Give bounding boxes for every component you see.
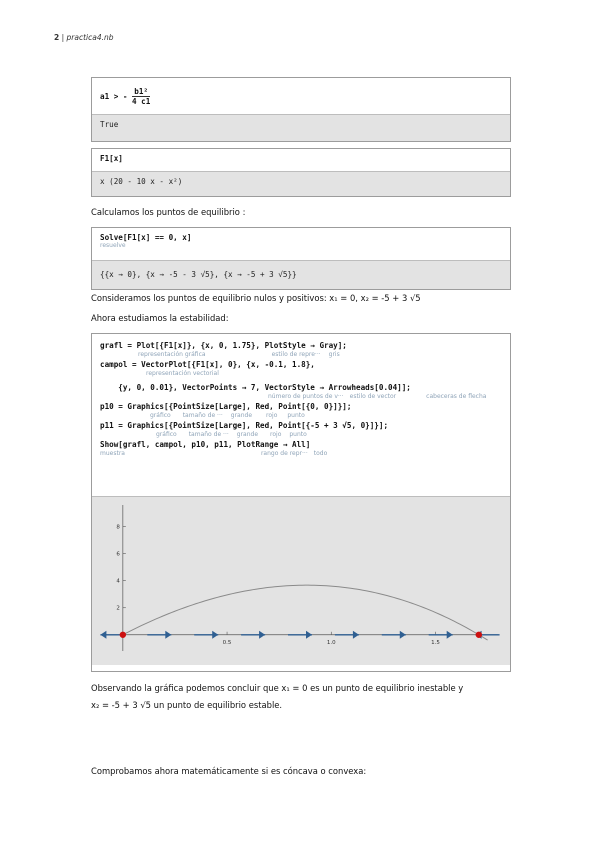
- vector-arrow: [382, 631, 406, 639]
- hint-label: muestra: [100, 450, 125, 457]
- vector-arrow: [429, 631, 453, 639]
- cell-output-plot: [92, 496, 510, 665]
- hint-label: número de puntos de v···: [268, 393, 344, 400]
- hint-label: estilo de vector: [349, 393, 397, 400]
- hint-label: gráfico: [156, 431, 177, 438]
- hint-label: estilo de repre···: [271, 351, 321, 358]
- cell-input[interactable]: [92, 334, 510, 496]
- code-line: Solve[F1[x] == 0, x]: [100, 233, 192, 242]
- page-header: [54, 33, 114, 42]
- cell-input[interactable]: F1[x]: [100, 154, 123, 163]
- vector-arrow: [147, 631, 171, 639]
- fraction: [132, 87, 150, 106]
- equilibrium-point: [120, 632, 126, 638]
- paragraph: Observando la gráfica podemos concluir que x₁ = 0 es un punto de equilibrio inestable y: [91, 683, 464, 693]
- code-line: grafl = Plot[{F1[x]}, {x, 0, 1.75}, PlotStyle → Gray];: [100, 341, 347, 350]
- hint-row: [100, 412, 502, 420]
- paragraph: Calculamos los puntos de equilibrio :: [91, 207, 246, 217]
- hint-label: rojo: [270, 431, 282, 438]
- page-number: 2: [54, 33, 60, 42]
- x-tick-label: 0.5: [222, 639, 232, 646]
- hint-row: [100, 370, 502, 378]
- vector-arrow: [288, 631, 312, 639]
- hint-label: representación gráfica: [138, 351, 206, 358]
- hint-label: resuelve: [100, 242, 126, 249]
- fraction-numerator: b1²: [132, 87, 150, 97]
- vector-arrow: [241, 631, 265, 639]
- hint-label: grande: [230, 412, 253, 419]
- code-line: p11 = Graphics[{PointSize[Large], Red, Point[{-5 + 3 √5, 0}]}];: [100, 421, 389, 430]
- cell-output: x (20 - 10 x - x²): [92, 171, 510, 196]
- hint-label: tamaño de ···: [188, 431, 229, 438]
- hint-label: rango de repr···: [260, 450, 308, 457]
- hint-label: gris: [328, 351, 340, 358]
- code-line: p10 = Graphics[{PointSize[Large], Red, Point[{0, 0}]}];: [100, 402, 352, 411]
- header-separator: |: [61, 33, 65, 42]
- cell-condition: [91, 77, 511, 142]
- hint-label: punto: [289, 431, 307, 438]
- hint-row: [100, 393, 502, 401]
- y-tick-label: 8: [116, 524, 120, 531]
- equilibrium-point: [476, 632, 482, 638]
- equilibrium-plot: [94, 499, 506, 659]
- input-prefix: a1 > -: [100, 91, 128, 101]
- hint-row: [100, 450, 502, 458]
- code-line: Show[grafl, campol, p10, p11, PlotRange → All]: [100, 440, 311, 449]
- hint-label: rojo: [266, 412, 278, 419]
- x-tick-label: 1.5: [431, 639, 440, 646]
- hint-label: gráfico: [150, 412, 171, 419]
- code-line: {y, 0, 0.01}, VectorPoints → 7, VectorStyle → Arrowheads[0.04]];: [100, 383, 411, 392]
- paragraph: Consideramos los puntos de equilibrio nulos y positivos: x₁ = 0, x₂ = -5 + 3 √5: [91, 293, 421, 303]
- cell-output: {{x → 0}, {x → -5 - 3 √5}, {x → -5 + 3 √5}}: [92, 260, 510, 289]
- cell-input[interactable]: [92, 228, 510, 260]
- cell-solve: [91, 227, 511, 290]
- f1-curve: [123, 585, 488, 640]
- fraction-denominator: 4 c1: [132, 96, 151, 106]
- hint-label: punto: [287, 412, 305, 419]
- y-tick-label: 2: [116, 605, 120, 612]
- hint-label: grande: [236, 431, 259, 438]
- cell-graphics: [91, 333, 511, 672]
- x-tick-label: 1.0: [326, 639, 336, 646]
- hint-label: cabeceras de flecha: [426, 393, 487, 400]
- file-name: practica4.nb: [66, 33, 114, 42]
- paragraph: x₂ = -5 + 3 √5 un punto de equilibrio estable.: [91, 700, 283, 710]
- cell-f1: [91, 148, 511, 197]
- hint-row: [100, 351, 502, 359]
- code-line: campol = VectorPlot[{F1[x], 0}, {x, -0.1, 1.8},: [100, 360, 315, 369]
- vector-arrow: [335, 631, 359, 639]
- hint-row: [100, 431, 502, 439]
- cell-output: True: [92, 114, 510, 141]
- paragraph: Comprobamos ahora matemáticamente si es cóncava o convexa:: [91, 766, 367, 776]
- y-tick-label: 4: [116, 578, 120, 585]
- y-tick-label: 6: [116, 551, 120, 558]
- hint-label: todo: [313, 450, 328, 457]
- hint-label: tamaño de ···: [182, 412, 223, 419]
- hint-label: representación vectorial: [146, 370, 219, 377]
- cell-input[interactable]: [92, 78, 510, 114]
- paragraph: Ahora estudiamos la estabilidad:: [91, 313, 229, 323]
- vector-arrow: [194, 631, 218, 639]
